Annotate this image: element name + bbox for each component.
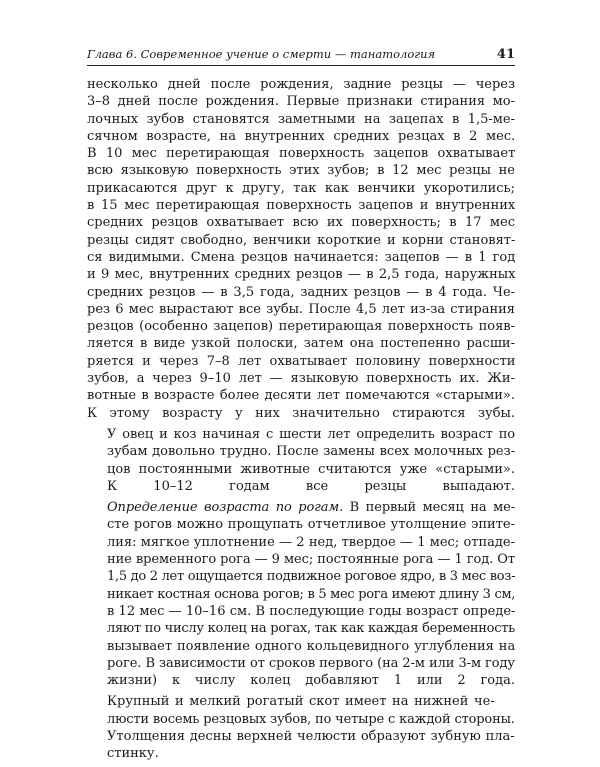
paragraph-cattle-teeth — [87, 693, 515, 762]
text-line: Крупный и мелкий рогатый скот имеет на нижней че- — [107, 694, 495, 710]
text-line: ся видимыми. Смена резцов начинается: зацепов — в 1 год — [87, 249, 516, 265]
paragraph-teeth-wear — [87, 76, 515, 422]
text-line: ние временного рога — 9 мес; постоянные рога — 1 год. От — [107, 552, 515, 568]
text-line: прикасаются друг к другу, так как венчики укоротились; — [87, 180, 516, 196]
text-line: сячном возрасте, на внутренних средних резцах в 2 мес. — [87, 128, 516, 144]
text-line: У овец и коз начиная с шести лет определить возраст по — [107, 426, 515, 442]
text-line: В 10 мес перетирающая поверхность зацепов охватывает — [87, 146, 516, 162]
text-line: несколько дней после рождения, задние резцы — через — [87, 77, 516, 92]
text-line: лия: мягкое уплотнение — 2 нед, твердое — 1 мес; отпаде- — [107, 534, 515, 550]
text-line: резцы сидят свободно, венчики короткие и корни становят- — [87, 232, 516, 248]
text-line: всю языковую поверхность этих зубов; в 12 мес резцы не — [87, 163, 515, 179]
body-text — [87, 76, 515, 767]
paragraph-horns — [87, 499, 515, 689]
text-line: никает костная основа рогов; в 5 мес рога имеют длину 3 см, — [107, 586, 516, 602]
running-header — [87, 45, 515, 66]
text-line: К этому возрасту у них значительно стираются зубы. — [87, 405, 515, 421]
paragraph-sheep-goats — [87, 426, 515, 495]
text-line: 1,5 до 2 лет ощущается подвижное роговое ядро, в 3 мес воз- — [107, 569, 516, 585]
text-line: 3–8 дней после рождения. Первые признаки стирания мо- — [87, 94, 515, 110]
text-line: средних резцов охватывает всю их поверхность; в 17 мес — [87, 215, 515, 231]
chapter-title: Глава 6. Современное учение о смерти — танатология — [87, 47, 436, 61]
text-line: в 12 мес — 10–16 см. В последующие годы возраст опреде- — [107, 603, 516, 619]
text-line: средних резцов — в 3,5 года, задних резцов — в 4 года. Че- — [87, 284, 516, 300]
text-line: вызывает появление одного кольцевидного углубления на — [107, 638, 516, 654]
text-line: цов постоянными животные считаются уже «старыми». — [107, 461, 515, 477]
text-line: лочных зубов становятся заметными на зацепах в 1,5-ме- — [87, 111, 515, 127]
text-line: сте рогов можно прощупать отчетливое утолщение эпите- — [107, 517, 515, 533]
text-line: зубов, а через 9–10 лет — языковую поверхность их. Жи- — [87, 371, 515, 387]
text-line: зубам довольно трудно. После замены всех молочных рез- — [107, 444, 516, 460]
text-line: и 9 мес, внутренних средних резцов — в 2,5 года, наружных — [87, 267, 516, 283]
text-line: ляют по числу колец на рогах, так как каждая беременность — [107, 621, 515, 637]
text-line: в 15 мес перетирающая поверхность зацепов и внутренних — [87, 198, 516, 214]
text-line: резцов (особенно зацепов) перетирающая поверхность появ- — [87, 319, 515, 335]
text-line: жизни) к числу колец добавляют 1 или 2 года. — [107, 673, 515, 689]
text-line: Утолщения десны верхней челюсти образуют зубную пла- — [107, 728, 515, 744]
text-line: рез 6 мес вырастают все зубы. После 4,5 лет из-за стирания — [87, 301, 515, 317]
text-line: стинку. — [107, 746, 159, 762]
text-fragment: . В первый месяц на ме- — [339, 500, 516, 516]
text-line: К 10–12 годам все резцы выпадают. — [107, 478, 515, 494]
text-line — [87, 499, 515, 516]
text-line: люсти восемь резцовых зубов, по четыре с каждой стороны. — [107, 711, 515, 727]
section-lead-italic: Определение возраста по рогам — [107, 500, 340, 516]
text-line: ряется и через 7–8 лет охватывает половину поверхности — [87, 353, 516, 369]
page-number: 41 — [496, 47, 515, 62]
text-line: ляется в виде узкой полоски, затем она постепенно расши- — [87, 336, 515, 352]
text-line: вотные в возрасте более десяти лет помечаются «старыми». — [87, 388, 515, 404]
text-line: роге. В зависимости от сроков первого (на 2-м или 3-м году — [107, 655, 515, 671]
